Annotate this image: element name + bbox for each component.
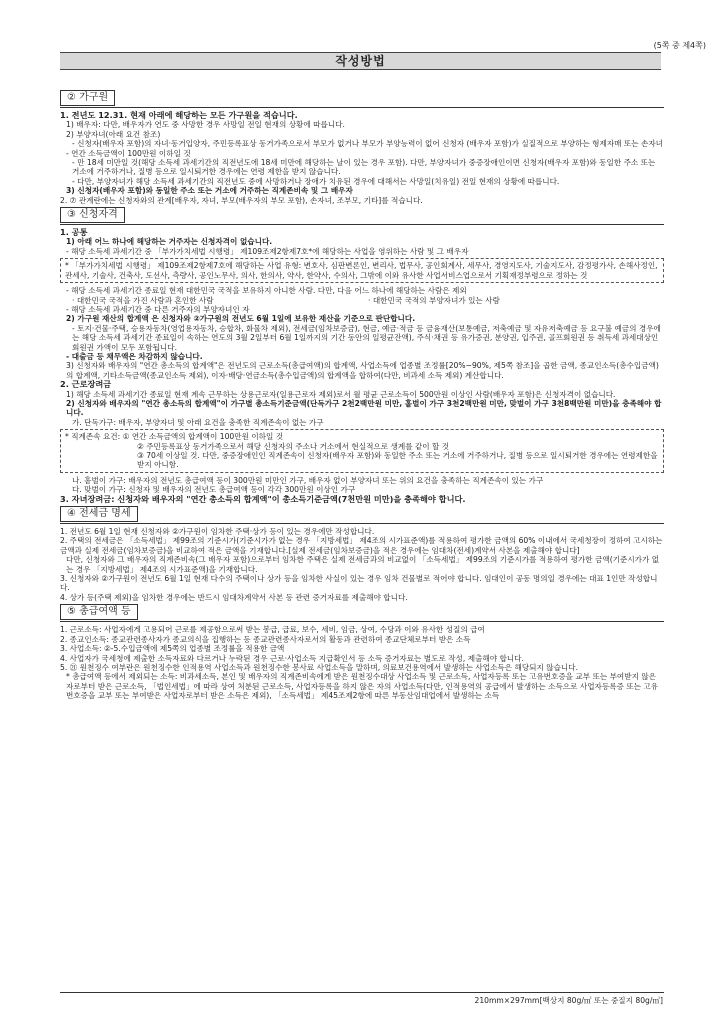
section-income [60, 602, 664, 700]
note-line: ③ 70세 이상일 것. 다만, 중증장애인인 직계존속이 신청자(배우자 포함)와 동일한 주소 또는 거소에 거주하거나, 질병 등으로 일시퇴거한 경우에는 연령제한을 받지 아니함. [137, 451, 658, 470]
text-line: 2. ⑦ 관계란에는 신청자와의 관계[배우자, 자녀, 부모(배우자의 부모 포함), 손자녀, 조부모, 기타]를 적습니다. [60, 195, 423, 205]
text-line: 3) 신청자와 배우자의 "연간 총소득의 합계액"은 전년도의 근로소득(총급여액)의 합계액, 사업소득에 업종별 조정률[20%~90%, 제5쪽 참조]을 곱한 금액, 종교인소득(총수입금액)의 합계액, 기타소득금액(종교인소득 제외), 이자·배당·연금소득(총수입금액)의 합계액을 합하여(다만, 비과세 소득 제외) 계산합니다. [66, 361, 659, 380]
text-line: 3. 신청자와 ②가구원이 전년도 6월 1일 현재 다수의 주택이나 상가 등을 임차한 사실이 있는 경우 임차 건물별로 적어야 합니다. 임대인이 공동 명의일 경우에는 대표 1인만 작성합니다. [60, 574, 658, 593]
note-line: ② 주민등록표상 동거가족으로서 해당 신청자의 주소나 거소에서 현실적으로 생계를 같이 할 것 [137, 441, 450, 451]
text-line: 4. 상가 등(주택 제외)을 임차한 경우에는 반드시 임대차계약서 사본 등 관련 증거자료를 제출해야 합니다. [60, 592, 408, 602]
section-eligibility [60, 205, 664, 504]
text-line: - 토지·건물·주택, 승용자동차(영업용자동차, 승합차, 화물차 제외), 전세금(임차보증금), 현금, 예금·적금 등 금융재산(보통예금, 저축예금 및 자유저축예금 등 요구불 예금의 경우에는 해당 소득세 과세기간 종료일이 속하는 연도의 3월 2일부터 6월 1일까지의 기간 동안의 일평균잔액), 주식·채권 등 유가증권, 분양권, 입주권, 골프회원권 등 취득세 과세대상인 회원권 가액이 모두 포함됩니다. [72, 323, 661, 352]
exception-right: · 대한민국 국적의 부양자녀가 있는 사람 [368, 295, 500, 305]
text-line: 1. 근로소득: 사업자에게 고용되어 근로를 제공함으로써 받는 봉급, 급료, 보수, 세비, 임금, 상여, 수당과 이와 유사한 성질의 급여 [60, 625, 485, 635]
section-heading: ③ 신청자격 [60, 207, 125, 223]
text-line: 5. ㉑ 원천징수 여부란은 원천징수한 인적용역 사업소득과 원천징수한 봉사료 사업소득을 말하며, 의료보건용역에서 발생하는 사업소득은 해당되지 않습니다. [60, 662, 579, 672]
text-line: - 만 18세 미만일 것(해당 소득세 과세기간의 직전년도에 18세 미만에 해당하는 날이 있는 경우 포함). 다만, 부양자녀가 중증장애인이면 신청자(배우자 포함)와 동일한 주소 또는 거소에 거주하거나, 질병 등으로 일시퇴거한 경우에는 연령 제한을 받지 않습니다. [72, 158, 656, 177]
section-household [60, 88, 664, 205]
text-line: - 신청자(배우자 포함)의 자녀·동거입양자, 주민등록표상 동거가족으로서 부모가 없거나 부모가 부양능력이 없어 신청자 (배우자 포함)가 실질적으로 부양하는 형제자매 또는 손자녀 [72, 139, 664, 149]
exception-row [60, 296, 664, 305]
text-line: - 다만, 부양자녀가 해당 소득세 과세기간의 직전년도 중에 사망하거나 장애가 치유된 경우에 대해서는 사망일(치유일) 전일 현재의 상황에 따릅니다. [72, 176, 560, 186]
section-heading: ④ 전세금 명세 [60, 506, 138, 522]
text-line: - 해당 소득세 과세기간 중 「부가가치세법 시행령」 제109조제2항제7호*에 해당하는 사업을 영위하는 사람 및 그 배우자 [66, 246, 469, 256]
footer-divider [60, 992, 664, 993]
section-heading: ② 가구원 [60, 90, 115, 106]
text-line: - 연간 소득금액이 100만원 이하일 것 [66, 148, 191, 158]
divider [60, 107, 664, 108]
text-line: 1) 해당 소득세 과세기간 종료일 현재 계속 근무하는 상용근로자(일용근로자 제외)로서 월 평균 근로소득이 500만원 이상인 사람(배우자 포함)은 신청자격이 없습니다. [66, 389, 616, 399]
text-line: 1) 아래 어느 하나에 해당하는 거주자는 신청자격이 없습니다. [66, 237, 273, 247]
text-line: 2. 근로장려금 [60, 379, 112, 390]
text-line: - 해당 소득세 과세기간 종료일 현재 대한민국 국적을 보유하지 아니한 사람. 다만, 다음 어느 하나에 해당하는 사람은 제외 [66, 286, 467, 296]
section-lines [60, 625, 664, 700]
page-number: (5쪽 중 제4쪽) [653, 41, 706, 50]
note-line: * 직계존속 요건: ① 연간 소득금액의 합계액이 100만원 이하일 것 [65, 432, 284, 442]
text-line: 2. 종교인소득: 종교관련종사자가 종교의식을 집행하는 등 종교관련종사자로서의 활동과 관련하여 종교단체로부터 받은 소득 [60, 634, 471, 644]
divider [60, 621, 664, 622]
text-line: 다만, 신청자와 그 배우자의 직계존비속(그 배우자 포함)으로부터 임차한 주택은 실제 전세금과의 비교없이 「소득세법」 제99조의 기준시가를 적용하여 평가한 금액(기준시가가 없는 경우 「지방세법」 제4조의 시가표준액)을 기재합니다. [66, 555, 660, 574]
exception-left: · 대한민국 국적을 가진 사람과 혼인한 사람 [72, 295, 214, 305]
section-lines [60, 305, 664, 427]
section-heading: ⑤ 총급여액 등 [60, 604, 138, 620]
text-line: 3. 자녀장려금: 신청자와 배우자의 "연간 총소득의 합계액"이 총소득기준금액(7천만원 미만)을 충족해야 합니다. [60, 493, 466, 504]
text-line: 2) 신청자와 배우자의 "연간 총소득의 합계액"이 가구별 총소득기준금액(단독가구 2천2백만원 미만, 홑벌이 가구 3천2백만원 미만, 맞벌이 가구 3천8백만원 미만)을 충족해야 합니다. [66, 398, 662, 418]
note-box [60, 429, 664, 473]
section-lines [60, 228, 664, 256]
section-lines [60, 527, 664, 602]
divider [60, 523, 664, 524]
document-body [60, 88, 664, 701]
text-line: 1. 공통 [60, 227, 88, 238]
section-lines [60, 286, 664, 295]
text-line: - 대출금 등 채무액은 차감하지 않습니다. [66, 351, 203, 361]
paper-spec: 210mm×297mm[백상지 80g/㎡ 또는 중질지 80g/㎡] [474, 996, 663, 1005]
text-line: 3) 신청자(배우자 포함)와 동일한 주소 또는 거소에 거주하는 직계존비속 및 그 배우자 [66, 186, 353, 196]
text-line: 다. 맞벌이 가구: 신청자 및 배우자의 전년도 총급여액 등이 각각 300만원 이상인 가구 [72, 485, 356, 495]
note-box: * 「부가가치세법 시행령」 제109조제2항제7호에 해당하는 사업 유형: 변호사, 심판변론인, 변리사, 법무사, 공인회계사, 세무사, 경영지도사, 기술지도사, 감정평가사, 손해사정인, 관세사, 기술사, 건축사, 도선사, 측량사, 공인노무사, 의사, 한의사, 약사, 한약사, 수의사, 그밖에 이와 유사한 사업서비스업으로서 기획재정부령으로 정하는 것 [60, 258, 664, 283]
divider [60, 224, 664, 225]
text-line: 나. 홑벌이 가구: 배우자의 전년도 총급여액 등이 300만원 미만인 가구, 배우자 없이 부양자녀 또는 위의 요건을 충족하는 직계존속이 있는 가구 [72, 475, 544, 485]
text-line: * 총급여액 등에서 제외되는 소득: 비과세소득, 본인 및 배우자의 직계존비속에게 받은 원천징수대상 사업소득 및 근로소득, 사업자등록 또는 고유번호증을 교부 또는 부여받지 않은 자로부터 받은 근로소득, 「법인세법」에 따라 상여 처분된 근로소득, 사업자등록을 하지 않은 자의 사업소득(다만, 인적용역의 공급에서 발생하는 소득으로 사업자등록증 또는 고유번호증을 교부 또는 부여받은 사업자로부터 받은 소득은 제외), 「소득세법」 제45조제2항에 따른 부동산임대업에서 발생하는 소득 [66, 672, 659, 701]
text-line: 1) 배우자: 다만, 배우자가 연도 중 사망한 경우 사망일 전일 현재의 상황에 따릅니다. [66, 120, 345, 130]
text-line: 2) 부양자녀(아래 요건 참조) [66, 129, 161, 139]
page-title: 작성방법 [60, 52, 661, 70]
text-line: 3. 사업소득: ②-5.수입금액에 제5쪽의 업종별 조정률을 적용한 금액 [60, 644, 285, 654]
text-line: 1. 전년도 6월 1일 현재 신청자와 ②가구원이 임차한 주택·상가 등이 있는 경우에만 작성합니다. [60, 527, 375, 537]
text-line: 4. 사업자가 국세청에 제출한 소득자료와 다르거나 누락된 경우 근로·사업소득 지급확인서 등 소득 증거자료는 별도로 작성, 제출해야 합니다. [60, 653, 524, 663]
section-lines [60, 111, 664, 205]
text-line: 1. 전년도 12.31. 현재 아래에 해당하는 모든 가구원을 적습니다. [60, 110, 298, 120]
section-deposit [60, 504, 664, 602]
text-line: 2) 가구원 재산의 합계액 은 신청자와 ②가구원의 전년도 6월 1일에 보유한 재산을 기준으로 판단합니다. [66, 314, 416, 324]
text-line: 가. 단독가구: 배우자, 부양자녀 및 아래 요건을 충족한 직계존속이 없는 가구 [72, 417, 324, 427]
section-lines [60, 476, 664, 504]
text-line: 2. 주택의 전세금은 「소득세법」 제99조의 기준시가(기준시가가 없는 경우 「지방세법」 제4조의 시가표준액)를 적용하여 평가한 금액의 60% 이내에서 국세청장이 정하여 고시하는 금액과 실제 전세금(임차보증금)을 비교하여 적은 금액을 기재합니다.[실제 전세금(임차보증금)을 적은 경우에는 임대차(전세)계약서 사본을 제출해야 합니다] [60, 536, 663, 555]
text-line: - 해당 소득세 과세기간 중 다른 거주자의 부양자녀인 자 [66, 304, 250, 314]
